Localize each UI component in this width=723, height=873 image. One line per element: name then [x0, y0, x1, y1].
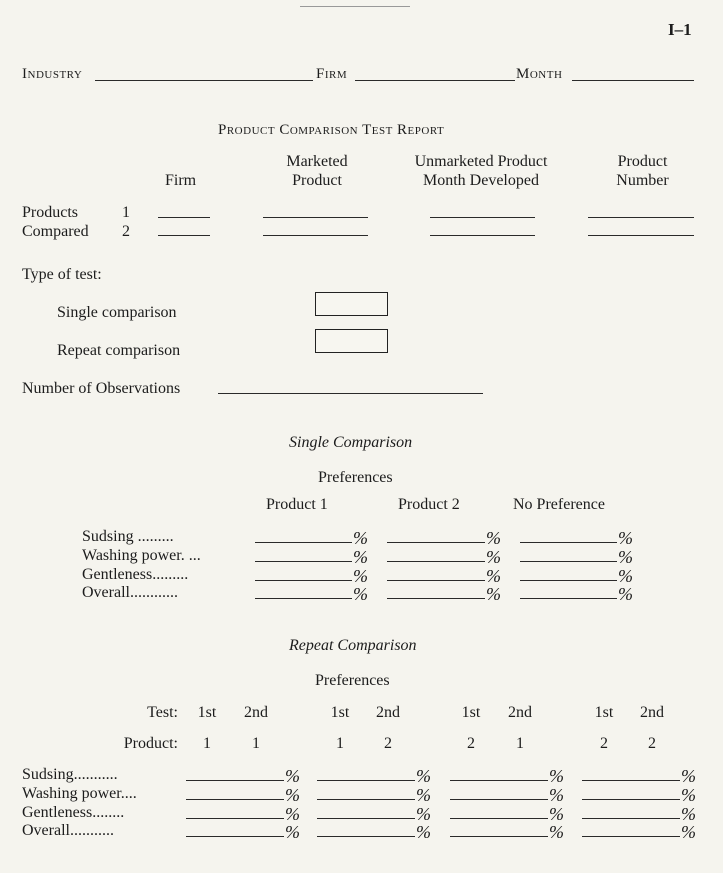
repeat-field-gentleness-b[interactable]	[317, 818, 415, 819]
repeat-field-gentleness-d[interactable]	[582, 818, 680, 819]
single-col-product-2: Product 2	[398, 496, 460, 513]
repeat-product-2: 1	[252, 735, 260, 752]
repeat-row-overall: Overall...........	[22, 822, 114, 839]
repeat-field-overall-b[interactable]	[317, 836, 415, 837]
percent-sign: %	[681, 766, 696, 786]
repeat-product-label: Product:	[123, 735, 178, 752]
firm-field[interactable]	[355, 80, 515, 81]
repeat-row-washing-power: Washing power....	[22, 785, 137, 802]
single-col-no-preference: No Preference	[513, 496, 605, 513]
firm-label: Firm	[316, 66, 348, 82]
percent-sign: %	[486, 566, 501, 586]
repeat-product-1: 1	[203, 735, 211, 752]
percent-sign: %	[681, 822, 696, 842]
percent-sign: %	[285, 785, 300, 805]
single-field-gentleness-p1[interactable]	[255, 580, 352, 581]
repeat-test-label: Test:	[147, 704, 178, 721]
repeat-field-gentleness-a[interactable]	[186, 818, 284, 819]
repeat-product-5: 2	[467, 735, 475, 752]
repeat-test-2: 2nd	[244, 704, 268, 721]
industry-field[interactable]	[95, 80, 313, 81]
repeat-product-7: 2	[600, 735, 608, 752]
marketed-field-2[interactable]	[263, 235, 368, 236]
repeat-field-gentleness-c[interactable]	[450, 818, 548, 819]
column-number-line2: Number	[616, 172, 669, 189]
repeat-field-washing-c[interactable]	[450, 799, 548, 800]
column-marketed-product	[262, 152, 372, 190]
repeat-field-sudsing-a[interactable]	[186, 780, 284, 781]
single-preferences-label: Preferences	[318, 469, 393, 486]
percent-sign: %	[486, 528, 501, 548]
repeat-row-sudsing: Sudsing...........	[22, 766, 118, 783]
single-field-washing-np[interactable]	[520, 561, 617, 562]
repeat-comparison-label: Repeat comparison	[57, 342, 181, 359]
single-field-sudsing-p2[interactable]	[387, 542, 485, 543]
single-row-overall: Overall............	[82, 584, 178, 601]
product-num-1: 1	[122, 204, 130, 221]
percent-sign: %	[416, 785, 431, 805]
percent-sign: %	[285, 804, 300, 824]
repeat-field-washing-b[interactable]	[317, 799, 415, 800]
percent-sign: %	[549, 804, 564, 824]
repeat-field-sudsing-b[interactable]	[317, 780, 415, 781]
report-title: Product Comparison Test Report	[218, 122, 445, 138]
repeat-test-5: 1st	[461, 704, 481, 721]
column-unmarketed-line1: Unmarketed Product	[414, 153, 548, 170]
firm-field-1[interactable]	[158, 217, 210, 218]
single-field-sudsing-p1[interactable]	[255, 542, 352, 543]
firm-field-2[interactable]	[158, 235, 210, 236]
test-type-label: Type of test:	[22, 266, 102, 283]
percent-sign: %	[549, 785, 564, 805]
single-field-gentleness-p2[interactable]	[387, 580, 485, 581]
month-label: Month	[516, 66, 563, 82]
month-field[interactable]	[572, 80, 694, 81]
unmarketed-field-2[interactable]	[430, 235, 535, 236]
repeat-product-4: 2	[384, 735, 392, 752]
repeat-field-washing-d[interactable]	[582, 799, 680, 800]
percent-sign: %	[285, 766, 300, 786]
single-row-sudsing: Sudsing .........	[82, 528, 174, 545]
percent-sign: %	[618, 547, 633, 567]
single-field-gentleness-np[interactable]	[520, 580, 617, 581]
repeat-product-8: 2	[648, 735, 656, 752]
repeat-test-6: 2nd	[508, 704, 532, 721]
single-field-washing-p2[interactable]	[387, 561, 485, 562]
repeat-product-6: 1	[516, 735, 524, 752]
repeat-product-3: 1	[336, 735, 344, 752]
single-row-gentleness: Gentleness.........	[82, 566, 189, 583]
repeat-field-overall-a[interactable]	[186, 836, 284, 837]
single-comparison-checkbox[interactable]	[315, 292, 388, 316]
single-field-washing-p1[interactable]	[255, 561, 352, 562]
percent-sign: %	[618, 528, 633, 548]
page-number: I–1	[668, 20, 692, 39]
percent-sign: %	[416, 804, 431, 824]
column-firm: Firm	[165, 172, 197, 189]
top-edge-mark	[300, 6, 410, 7]
percent-sign: %	[285, 822, 300, 842]
observations-label: Number of Observations	[22, 380, 181, 397]
single-row-washing-power: Washing power. ...	[82, 547, 201, 564]
column-marketed-line2: Product	[292, 172, 342, 189]
marketed-field-1[interactable]	[263, 217, 368, 218]
column-unmarketed-line2: Month Developed	[423, 172, 539, 189]
percent-sign: %	[353, 584, 368, 604]
percent-sign: %	[618, 566, 633, 586]
column-number-line1: Product	[617, 153, 668, 170]
percent-sign: %	[353, 528, 368, 548]
percent-sign: %	[353, 566, 368, 586]
percent-sign: %	[549, 766, 564, 786]
single-field-overall-p2[interactable]	[387, 598, 485, 599]
percent-sign: %	[681, 785, 696, 805]
column-marketed-line1: Marketed	[286, 153, 348, 170]
single-field-sudsing-np[interactable]	[520, 542, 617, 543]
percent-sign: %	[549, 822, 564, 842]
repeat-field-washing-a[interactable]	[186, 799, 284, 800]
repeat-row-gentleness: Gentleness........	[22, 804, 125, 821]
repeat-field-sudsing-c[interactable]	[450, 780, 548, 781]
column-product-number	[595, 152, 690, 190]
repeat-test-3: 1st	[330, 704, 350, 721]
repeat-comparison-heading: Repeat Comparison	[289, 637, 417, 654]
single-field-overall-np[interactable]	[520, 598, 617, 599]
repeat-field-overall-d[interactable]	[582, 836, 680, 837]
percent-sign: %	[416, 766, 431, 786]
products-label: Products	[22, 204, 78, 221]
repeat-test-4: 2nd	[376, 704, 400, 721]
percent-sign: %	[416, 822, 431, 842]
single-col-product-1: Product 1	[266, 496, 328, 513]
industry-label: Industry	[22, 66, 83, 82]
observations-field[interactable]	[218, 393, 483, 394]
single-comparison-label: Single comparison	[57, 304, 177, 321]
repeat-test-7: 1st	[594, 704, 614, 721]
repeat-comparison-checkbox[interactable]	[315, 329, 388, 353]
percent-sign: %	[681, 804, 696, 824]
single-comparison-heading: Single Comparison	[289, 434, 413, 451]
repeat-test-1: 1st	[197, 704, 217, 721]
percent-sign: %	[353, 547, 368, 567]
product-number-field-1[interactable]	[588, 217, 694, 218]
product-number-field-2[interactable]	[588, 235, 694, 236]
repeat-field-overall-c[interactable]	[450, 836, 548, 837]
percent-sign: %	[486, 547, 501, 567]
repeat-preferences-label: Preferences	[315, 672, 390, 689]
compared-label: Compared	[22, 223, 89, 240]
percent-sign: %	[486, 584, 501, 604]
repeat-field-sudsing-d[interactable]	[582, 780, 680, 781]
single-field-overall-p1[interactable]	[255, 598, 352, 599]
percent-sign: %	[618, 584, 633, 604]
unmarketed-field-1[interactable]	[430, 217, 535, 218]
product-num-2: 2	[122, 223, 130, 240]
repeat-test-8: 2nd	[640, 704, 664, 721]
column-unmarketed-product	[395, 152, 567, 190]
